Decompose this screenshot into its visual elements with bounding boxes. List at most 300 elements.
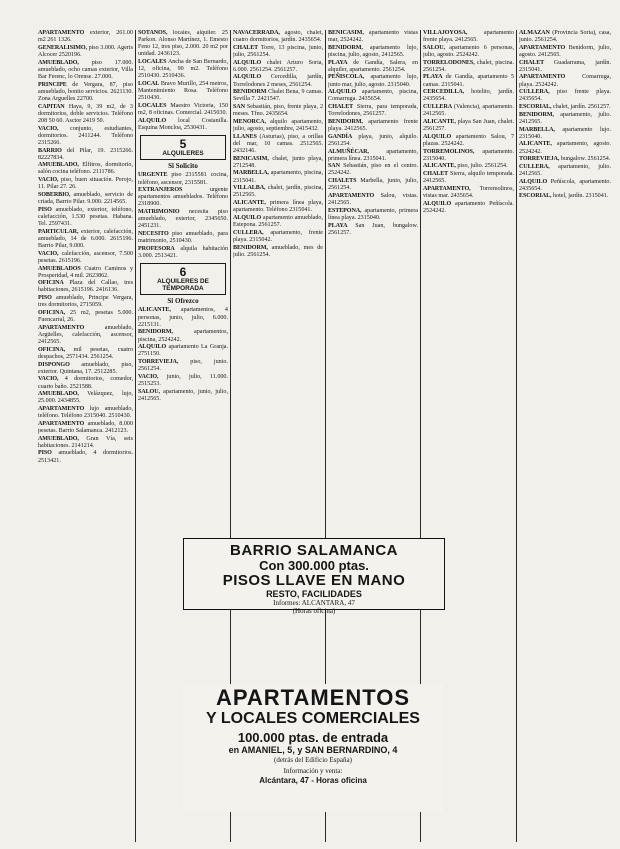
ad-text: Gran Vía, seis habitaciones. 2141214. bbox=[38, 435, 133, 449]
classified-ad bbox=[328, 119, 418, 133]
ad-text: apartamentos, piscina, 2524242. bbox=[138, 329, 228, 343]
ad-text: de Gandía, Salera, en alquiler, apartamento. 2561254. bbox=[328, 59, 418, 73]
ad-text: Sebastián, piso, frente playa, 2 meses. Tfno. 2435654. bbox=[233, 104, 323, 118]
classified-ad bbox=[38, 280, 133, 294]
ad-keyword: OFICINA, bbox=[38, 346, 66, 353]
ad-info: Informes: ALCANTARA, 47 bbox=[273, 599, 355, 607]
ad-keyword: MARBELLA, bbox=[233, 170, 269, 177]
classified-ad bbox=[423, 89, 514, 103]
classified-ad bbox=[519, 127, 611, 141]
classified-ad bbox=[38, 347, 133, 361]
ad-text: apartamentos, 4 personas, junio, julio, 6.000. 2215131. bbox=[138, 307, 228, 328]
classified-ad bbox=[423, 60, 514, 74]
ad-text: (Provincia Soria), casa, junio. 2561254. bbox=[519, 30, 611, 44]
ad-keyword: SALOU, bbox=[138, 388, 160, 395]
classified-ad bbox=[38, 60, 133, 81]
ad-keyword: APARTAMENTO bbox=[519, 44, 566, 51]
ad-text: junio, julio, 11.000. 2515253. bbox=[138, 373, 228, 387]
ad-price: Con 300.000 ptas. bbox=[259, 558, 369, 573]
ad-text: alquila habitación 3.000. 2513421. bbox=[138, 245, 228, 260]
classified-ad bbox=[328, 223, 418, 237]
classified-ad bbox=[328, 74, 418, 88]
ad-keyword: ALQUILO bbox=[233, 214, 262, 221]
section-number: 5 bbox=[179, 137, 187, 152]
classified-ad bbox=[423, 186, 514, 200]
classified-ad bbox=[38, 126, 133, 147]
classified-ad bbox=[423, 163, 514, 170]
classified-ad bbox=[328, 208, 418, 222]
ad-text: 25 m2, pesetas 5.000. Fuencarral, 26. bbox=[38, 309, 133, 324]
ad-keyword: CAPITAN bbox=[38, 103, 65, 110]
column-rule bbox=[516, 30, 517, 842]
ad-keyword: ALMUÑÉCAR, bbox=[328, 148, 369, 155]
ad-text: amueblado, exterior, teléfono, calefacción, 1.530 pesetas. Habana. Tel. 2597431. bbox=[38, 206, 133, 228]
ad-keyword: LOCAL bbox=[138, 81, 160, 88]
section-name: ALQUILERES DE TEMPORADA bbox=[157, 278, 209, 293]
classified-ad bbox=[233, 215, 323, 229]
ad-location-note: (detrás del Edificio España) bbox=[274, 756, 352, 764]
section-number: 6 bbox=[179, 265, 187, 280]
ad-keyword: PISO bbox=[38, 206, 52, 213]
ad-text: Marbella, junio, julio, 2561254. bbox=[328, 178, 418, 192]
ad-keyword: ALQUILO bbox=[519, 178, 548, 185]
classified-ad bbox=[519, 60, 611, 74]
classified-column-1 bbox=[38, 30, 133, 842]
ad-terms: RESTO, FACILIDADES bbox=[266, 589, 362, 599]
ad-text: apartamento, julio. 2412565. bbox=[519, 163, 611, 177]
classified-ad bbox=[233, 74, 323, 88]
classified-ad bbox=[423, 201, 514, 215]
classified-ad bbox=[233, 134, 323, 155]
classified-ad bbox=[138, 172, 228, 186]
ad-text: necesita piso amueblado, exterior, 2345650. 2451231. bbox=[138, 209, 228, 230]
ad-keyword: PEÑISCOLA, bbox=[328, 74, 365, 81]
ad-keyword: APARTAMENTO bbox=[38, 324, 85, 331]
ad-text: Velázquez, lujo, 25.000. 2434855. bbox=[38, 391, 133, 405]
ad-text: apartamento vistas mar, 2524242. bbox=[328, 30, 418, 44]
ad-text: amueblado, mes de julio. 2561254. bbox=[233, 244, 323, 258]
ad-text: apartamento, piscina, Comarruga. 2435654. bbox=[328, 89, 418, 103]
classified-ad bbox=[38, 30, 133, 44]
ad-keyword: APARTAMENTO, bbox=[423, 185, 471, 192]
ad-text: piso frente playa. 2435654. bbox=[519, 89, 611, 103]
ad-text: apartamento Salou, 7 plazas. 2524242. bbox=[423, 133, 514, 147]
ad-text: playa San Juan, chalet. 2561257. bbox=[423, 118, 514, 133]
ad-text: Haya, 9, 39 m2, de 3 dormitorios, doble servicios. Teléfono 208 50 60. Asctor 2419 50. bbox=[38, 103, 133, 124]
ad-text: hotelito, jardín. 2435654. bbox=[423, 89, 514, 103]
ad-text: Peñíscola, apartamento. 2435654. bbox=[519, 178, 611, 192]
ad-text: del Pilar, 19. 2315266. 82227834. bbox=[38, 147, 133, 161]
ad-keyword: MATRIMONIO bbox=[138, 209, 180, 216]
classified-ad bbox=[38, 82, 133, 103]
classified-ad bbox=[519, 179, 611, 193]
ad-keyword: APARTAMENTO bbox=[38, 405, 85, 412]
classified-ad bbox=[38, 162, 133, 176]
ad-keyword: NECESITO bbox=[138, 231, 169, 238]
ad-text: chalet, junto playa, 2712548. bbox=[233, 155, 323, 169]
ad-keyword: URGENTE bbox=[138, 172, 168, 179]
classified-column-3 bbox=[233, 30, 323, 535]
ad-text: chalet Arturo Soria, 6.000. 2561254. 2561257. bbox=[233, 59, 323, 73]
classified-ad bbox=[38, 421, 133, 435]
ad-keyword: BENIDORM, bbox=[328, 118, 363, 125]
ad-keyword: BARRIO bbox=[38, 147, 62, 154]
ad-text: apartamento, primera línea playa. 2315040. bbox=[328, 207, 418, 221]
classified-ad bbox=[519, 141, 611, 155]
ad-keyword: BENIDORM bbox=[233, 89, 267, 96]
ad-text: apartamento. 2315040. bbox=[423, 148, 514, 162]
classified-ad bbox=[423, 104, 514, 118]
ad-keyword: VACIO, bbox=[38, 250, 59, 257]
ad-keyword: PROFESORA bbox=[138, 245, 175, 252]
ad-contact: Alcántara, 47 - Horas oficina bbox=[259, 776, 367, 785]
ad-keyword: PLAYA bbox=[423, 74, 443, 81]
ad-text: Plaza del Callao, tres habitaciones, 2615196. 2416136. bbox=[38, 280, 133, 294]
ad-keyword: ALMAZAN bbox=[519, 30, 550, 36]
ad-text: piso, julio. 2561254. bbox=[457, 163, 508, 170]
classified-ad bbox=[38, 436, 133, 450]
ad-keyword: APARTAMENTO bbox=[38, 30, 85, 36]
classified-ad bbox=[423, 119, 514, 133]
ad-keyword: VACIO, bbox=[138, 373, 159, 380]
classified-ad bbox=[423, 134, 514, 148]
classified-ad bbox=[328, 193, 418, 207]
classified-ad bbox=[233, 200, 323, 214]
classified-ad bbox=[519, 104, 611, 111]
ad-text: Guadarrama, jardín. 2315041. bbox=[519, 59, 611, 73]
ad-text: Chalet Bena, 9 camas. Sevilla 7. 2421547. bbox=[233, 89, 323, 103]
ad-text: amueblado, 4 dormitorios. 2513421. bbox=[38, 450, 133, 464]
ad-keyword: DISPONGO bbox=[38, 361, 70, 368]
classified-ad bbox=[38, 406, 133, 420]
classified-ad bbox=[138, 344, 228, 358]
ad-keyword: ALQUILO bbox=[138, 117, 167, 124]
ad-text: 4 dormitorios, comedor, cuarto baño. 2521588. bbox=[38, 376, 133, 390]
classified-ad bbox=[38, 207, 133, 228]
classified-ad bbox=[519, 112, 611, 126]
classified-ad bbox=[519, 89, 611, 103]
classified-ad bbox=[38, 45, 133, 59]
classified-ad bbox=[423, 74, 514, 88]
ad-text: Comarruga, playa. 2524242. bbox=[519, 74, 611, 88]
ad-keyword: LLANES bbox=[233, 133, 257, 140]
ad-keyword: AMUEBLADO, bbox=[38, 59, 79, 66]
classified-ad bbox=[233, 89, 323, 103]
ad-text: (Valencia), apartamento. 2412565. bbox=[423, 104, 514, 118]
ad-text: Sierra, alquilo temporada. 2412565. bbox=[423, 170, 514, 185]
ad-text: apartamento, junio, julio, 2412565. bbox=[138, 388, 228, 402]
ad-text: chalet, piscina. 2561254. bbox=[423, 59, 514, 73]
classified-ad bbox=[519, 156, 611, 163]
ad-text: piso 3.000. Ageris Alcocer 2520196. bbox=[38, 44, 133, 58]
ad-keyword: MENORCA, bbox=[233, 118, 266, 125]
ad-text: lujo amueblado, teléfono. Teléfono 2315040. 2510430. bbox=[38, 405, 133, 420]
ad-text: amueblado, Argüelles, calefacción, ascensor, 2412565. bbox=[38, 324, 133, 346]
classified-ad bbox=[138, 307, 228, 328]
ad-text: piso 17.000. amueblado, ocho camas exterior, Villa Bar Ferenc, lo Orense. 27.000. bbox=[38, 59, 133, 80]
ad-text: Benidorm, julio, agosto. 2412565. bbox=[519, 44, 611, 58]
ad-keyword: GENERALISIMO, bbox=[38, 44, 87, 51]
ad-text: locales, alquiler. 25 Parkon. Alonso Martínez, 1. Emesto Feno 12, tres piso, 2.000. 20 m2 por unidad. 2436123. bbox=[138, 30, 228, 58]
ad-text: apartamento amueblado, Estepona. 2561257. bbox=[233, 214, 323, 229]
ad-keyword: CHALET bbox=[519, 59, 545, 66]
ad-keyword: SAN bbox=[328, 163, 340, 170]
ad-keyword: VILLALBA, bbox=[233, 185, 266, 192]
ad-keyword: NAVACERRADA, bbox=[233, 30, 280, 36]
ad-keyword: CHALET bbox=[328, 104, 354, 111]
ad-subheadline: Y LOCALES COMERCIALES bbox=[206, 710, 420, 727]
ad-text: urgente apartamentos amueblados. Teléfono 2318900. bbox=[138, 187, 228, 208]
classified-ad bbox=[138, 231, 228, 245]
section-box-alquileres bbox=[140, 135, 226, 160]
ad-keyword: APARTAMENTO bbox=[519, 74, 566, 81]
classified-ad bbox=[38, 251, 133, 265]
ad-text: Sebastián, piso en el centro. 2524242. bbox=[328, 163, 418, 177]
ad-keyword: PISO bbox=[38, 295, 52, 302]
ad-keyword: BENICASIM, bbox=[328, 30, 364, 36]
ad-text: local Costanilla. Esquina Moncloa, 2530431. bbox=[138, 117, 228, 132]
ad-text: apartamento, julio. 2412565. bbox=[519, 111, 611, 125]
ad-keyword: EXTRANJEROS bbox=[138, 187, 183, 194]
ad-keyword: SAN bbox=[233, 104, 245, 111]
classified-ad bbox=[138, 81, 228, 102]
classified-ad bbox=[138, 59, 228, 80]
ad-keyword: VACIO, bbox=[38, 177, 59, 184]
column-rule bbox=[135, 30, 136, 842]
ad-keyword: AMUEBLADO, bbox=[38, 435, 79, 442]
ad-keyword: PISO bbox=[38, 450, 52, 457]
ad-text: amueblado, Principe Vergara, tres dormitorios, 2715059. bbox=[38, 295, 133, 309]
classified-ad bbox=[233, 104, 323, 118]
classified-ad bbox=[38, 362, 133, 376]
ad-text: Ancha de San Bernardo, 12, oficina, 90 m2. Teléfono 2510430. 2510436. bbox=[138, 59, 228, 80]
ad-keyword: APARTAMENTO bbox=[328, 192, 375, 199]
ad-text: San Juan, bungalow. 2561257. bbox=[328, 222, 418, 236]
classified-ad bbox=[328, 178, 418, 192]
classified-ad bbox=[138, 374, 228, 388]
classified-ad bbox=[38, 104, 133, 125]
ad-keyword: CULLERA, bbox=[519, 89, 550, 96]
ad-keyword: CHALET bbox=[233, 44, 259, 51]
classified-ad bbox=[423, 149, 514, 163]
ad-text: primera línea playa, apartamento. Teléfono 2315041. bbox=[233, 200, 323, 214]
ad-text: piso 2315581 cocina, teléfono, ascensor, 2315581. bbox=[138, 172, 228, 186]
ad-text: calefacción, ascensor, 7.500 pesetas. 2615196. bbox=[38, 250, 133, 264]
ad-text: apartamento Peñíscola. 2524242. bbox=[423, 200, 514, 214]
ad-keyword: ALICANTE, bbox=[519, 141, 552, 148]
classified-ad bbox=[328, 30, 418, 44]
section-box-temporada bbox=[140, 263, 226, 295]
classified-ad bbox=[519, 45, 611, 59]
ad-info: Información y venta: bbox=[283, 767, 343, 775]
ad-keyword: OFICINA bbox=[38, 280, 64, 287]
ad-keyword: BENICASIM, bbox=[233, 155, 269, 162]
ad-keyword: OFICINA, bbox=[38, 309, 66, 316]
ad-text: Elfitros, dormitorio, salón cocina teléfono. 2111786. bbox=[38, 162, 133, 176]
ad-keyword: APARTAMENTO bbox=[38, 420, 85, 427]
ad-keyword: BENIDORM, bbox=[138, 329, 173, 336]
ad-keyword: TORREVIEJA, bbox=[138, 358, 179, 365]
ad-keyword: ALQUILO bbox=[423, 200, 452, 207]
ad-keyword: CERCEDILLA, bbox=[423, 89, 465, 96]
ad-text: mil pesetas, cuatro despachos, 2571434. 2561254. bbox=[38, 346, 133, 360]
classified-ad bbox=[423, 171, 514, 185]
ad-keyword: PRINCIPE bbox=[38, 81, 67, 88]
ad-keyword: BENIDORM, bbox=[328, 44, 363, 51]
ad-apartamentos-locales bbox=[183, 684, 443, 812]
ad-keyword: TORREMOLINOS, bbox=[423, 148, 475, 155]
ad-keyword: CULLERA, bbox=[519, 163, 550, 170]
ad-text: apartamento lujo, junto mar, julio, agosto. 2315040. bbox=[328, 74, 418, 88]
classified-ad bbox=[233, 156, 323, 170]
classified-ad bbox=[328, 149, 418, 163]
ad-keyword: PARTICULAR, bbox=[38, 228, 79, 235]
ad-text: alquilo apartamento, julio, agosto, septiembre, 2415432. bbox=[233, 118, 323, 133]
ad-text: Torre, 13 piscina, junio, julio, 2561254. bbox=[233, 44, 323, 58]
classified-ad bbox=[233, 45, 323, 59]
ad-text: conjunto, estudiantes, dormitorios. 2411244. Teléfono 2315266. bbox=[38, 125, 133, 146]
classified-ad bbox=[38, 450, 133, 464]
classified-ad bbox=[328, 60, 418, 74]
classified-ad bbox=[38, 229, 133, 250]
ad-text: Sierra, para temporada, Torrelodones, 2561257. bbox=[328, 104, 418, 118]
classified-ad bbox=[138, 246, 228, 260]
classified-ad bbox=[38, 295, 133, 309]
ad-hours: (Horas oficina) bbox=[292, 607, 336, 615]
ad-text: apartamento lujo. 2315040. bbox=[519, 126, 611, 140]
ad-keyword: TORRELODONES, bbox=[423, 59, 475, 66]
ad-text: Torremolinos, vistas mar. 2435654. bbox=[423, 185, 514, 199]
section-name: ALQUILERES bbox=[162, 150, 204, 158]
classified-ad bbox=[38, 148, 133, 162]
ad-keyword: ALQUILO bbox=[233, 59, 262, 66]
ad-keyword: ESCORIAL, bbox=[519, 104, 552, 111]
ad-text: de Vergara, 87, piso amueblado, bonito servicios. 2621130. Zona Arguelles 22700. bbox=[38, 81, 133, 102]
ad-text: Salou, vistas. 2412565. bbox=[328, 192, 418, 207]
ad-text: amueblado, 8.000 pesetas. Barrio Salamanca. 2412123. bbox=[38, 420, 133, 434]
ad-keyword: SÓTANOS, bbox=[138, 30, 168, 36]
ad-keyword: AMUEBLADOS bbox=[38, 265, 81, 272]
classified-ad bbox=[328, 163, 418, 177]
ad-price: 100.000 ptas. de entrada bbox=[237, 730, 389, 745]
ad-keyword: AMUEBLADO, bbox=[38, 391, 79, 398]
classified-ad bbox=[38, 310, 133, 324]
ad-keyword: LOCALES bbox=[138, 103, 167, 110]
ad-headline: APARTAMENTOS bbox=[215, 685, 411, 710]
classified-ad bbox=[138, 389, 228, 403]
ad-text: Cuatro Caminos y Prosperidad, 4 mil. 2623862. bbox=[38, 265, 133, 279]
ad-text: chalet, jardín, piscina, 2512565. bbox=[233, 185, 323, 199]
ad-keyword: SALOU, bbox=[423, 44, 445, 51]
classified-ad bbox=[38, 177, 133, 191]
classified-ad bbox=[38, 266, 133, 280]
classified-ad bbox=[328, 104, 418, 118]
ad-text: Bravo Murillo, 254 metros, Mantenimiento Rosa. Teléfono 2510430. bbox=[138, 81, 228, 102]
ad-keyword: ESCORIAL, bbox=[519, 193, 552, 200]
ad-keyword: ALQUILO bbox=[138, 344, 167, 351]
classified-column-4 bbox=[328, 30, 418, 535]
ad-keyword: VACIO, bbox=[38, 376, 59, 383]
ad-keyword: SOBERBIO, bbox=[38, 191, 71, 198]
ad-keyword: CHALET bbox=[423, 170, 449, 177]
subhead-solicito: Si Solicito bbox=[168, 162, 198, 171]
ad-barrio-salamanca bbox=[183, 538, 445, 615]
ad-keyword: ALQUILO bbox=[233, 74, 262, 81]
ad-text: apartamento, piscina, 2315041. bbox=[233, 170, 323, 184]
ad-text: apartamento, agosto. 2524242. bbox=[519, 141, 611, 155]
ad-keyword: ALQUILO bbox=[328, 89, 357, 96]
ad-keyword: ALICANTE, bbox=[423, 118, 456, 125]
ad-text: apartamento La Granja. 2751150. bbox=[138, 344, 228, 358]
classified-ad bbox=[138, 329, 228, 343]
classified-ad bbox=[138, 30, 228, 59]
classified-column-6 bbox=[519, 30, 611, 842]
classified-ad bbox=[233, 119, 323, 133]
classified-ad bbox=[423, 45, 514, 59]
ad-keyword: BENIDORM, bbox=[519, 111, 554, 118]
ad-text: apartamento 6 personas, julio, agosto. 2524242. bbox=[423, 44, 514, 58]
classified-ad bbox=[138, 118, 228, 132]
ad-keyword: GANDÍA bbox=[328, 133, 353, 140]
classified-ad bbox=[138, 359, 228, 373]
classified-ad bbox=[233, 185, 323, 199]
ad-text: exterior, 261.00 m2 261 1326. bbox=[38, 30, 133, 44]
classified-ad bbox=[233, 30, 323, 44]
classified-ad bbox=[38, 325, 133, 346]
classified-ad bbox=[233, 245, 323, 259]
ad-text: apartamento, frente playa. 2315042. bbox=[233, 229, 323, 243]
classified-ad bbox=[138, 209, 228, 230]
ad-text: Maestro Victoria, 150 m2, 8 oficinas. Comercial. 2415030. bbox=[138, 103, 228, 117]
classified-ad bbox=[138, 103, 228, 117]
ad-text: apartamento frente playa. 2412565. bbox=[328, 118, 418, 133]
ad-text: playa, junio, alquilo. 2561254. bbox=[328, 133, 418, 147]
ad-text: de Gandía, apartamento 5 camas. 2315041. bbox=[423, 74, 514, 88]
ad-keyword: LOCALES bbox=[138, 59, 167, 66]
classified-ad bbox=[519, 74, 611, 88]
classified-ad bbox=[233, 230, 323, 244]
ad-keyword: VILLAJOYOSA, bbox=[423, 30, 468, 36]
ad-text: apartamento, primera línea. 2315041. bbox=[328, 148, 418, 162]
ad-keyword: CULLERA bbox=[423, 104, 453, 111]
ad-text: Cercedilla, jardín, Torrelodones 2 meses, 2561254. bbox=[233, 74, 323, 88]
ad-text: amueblado, servicio de criada, Barrio Pilar. 9.000. 2214565. bbox=[38, 191, 133, 206]
ad-keyword: CHALETS bbox=[328, 178, 357, 185]
ad-keyword: ALICANTE, bbox=[423, 163, 456, 170]
ad-text: exterior, calefacción, amueblado, 14 de 6.000. 2615196. Barrio Pilar, 9.000. bbox=[38, 228, 133, 250]
classified-ad bbox=[328, 134, 418, 148]
ad-text: piso, junio. 2561254. bbox=[138, 358, 228, 373]
classified-ad bbox=[423, 30, 514, 44]
ad-headline: BARRIO SALAMANCA bbox=[230, 542, 398, 559]
classified-ad bbox=[138, 187, 228, 208]
ad-keyword: VACIO, bbox=[38, 125, 59, 132]
classified-ad bbox=[519, 193, 611, 200]
ad-keyword: PLAYA bbox=[328, 222, 348, 229]
classified-ad bbox=[328, 89, 418, 103]
ad-keyword: ESTEPONA, bbox=[328, 207, 362, 214]
ad-keyword: ALQUILO bbox=[423, 133, 452, 140]
ad-keyword: BENIDORM, bbox=[233, 244, 268, 251]
subhead-ofrezco: Si Ofrezco bbox=[167, 297, 199, 306]
ad-text: bungalow. 2561254. bbox=[560, 156, 611, 163]
ad-text: (Asturias), piso, a orillas del mar, 10 camas. 2512565. 2432146. bbox=[233, 133, 323, 154]
ad-text: apartamento frente playa. 2412565. bbox=[423, 30, 514, 44]
ad-text: piso amueblado, para matrimonio, 2510430. bbox=[138, 231, 228, 245]
ad-offer: PISOS LLAVE EN MANO bbox=[222, 572, 406, 589]
classified-ad bbox=[328, 45, 418, 59]
ad-keyword: AMUEBLADO, bbox=[38, 162, 79, 169]
